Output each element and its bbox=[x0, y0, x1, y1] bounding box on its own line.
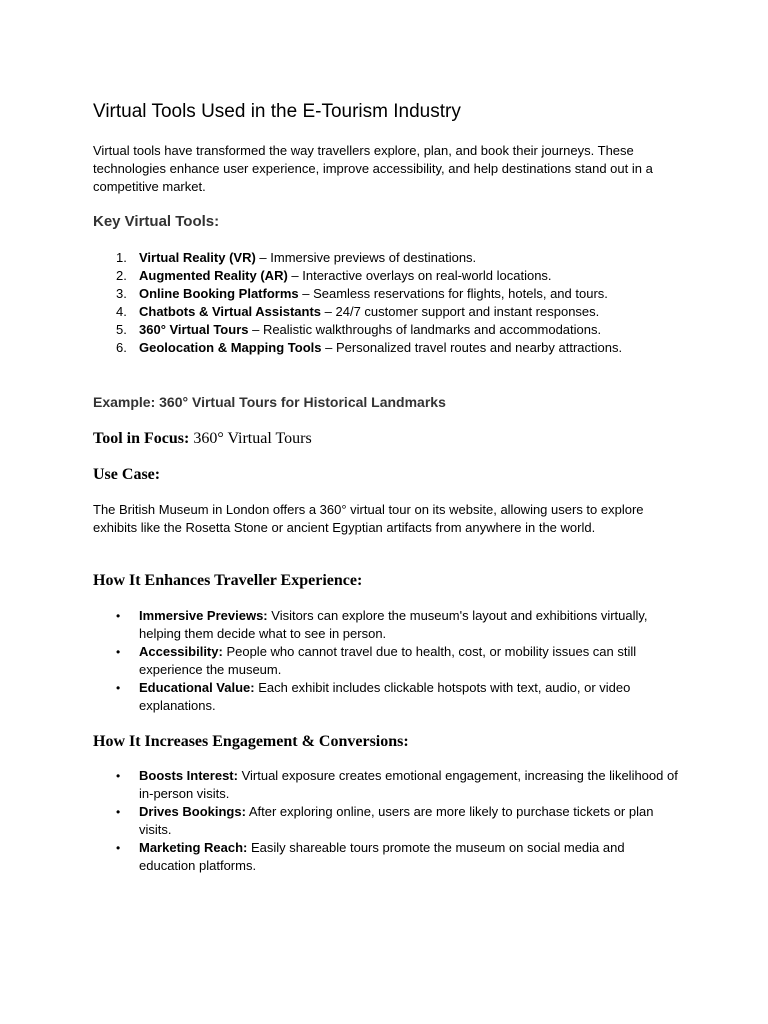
key-tools-list bbox=[0, 249, 768, 357]
list-item-term: Immersive Previews: bbox=[139, 608, 268, 623]
use-case-heading: Use Case: bbox=[93, 466, 161, 483]
list-item-desc: – Personalized travel routes and nearby attractions. bbox=[321, 340, 623, 355]
list-item bbox=[0, 267, 768, 285]
list-item bbox=[0, 303, 768, 321]
example-heading: Example: 360° Virtual Tours for Historical Landmarks bbox=[93, 394, 446, 410]
list-item-term: Online Booking Platforms bbox=[139, 286, 299, 301]
list-item bbox=[0, 679, 679, 715]
engagement-list bbox=[0, 767, 768, 875]
list-item-desc: Each exhibit includes clickable hotspots with text, audio, or video explanations. bbox=[139, 680, 631, 713]
list-item-term: Marketing Reach: bbox=[139, 840, 248, 855]
list-number: 1. bbox=[116, 250, 127, 265]
list-item-desc: Visitors can explore the museum's layout and exhibitions virtually, helping them decide what to see in person. bbox=[139, 608, 648, 641]
page-title: Virtual Tools Used in the E-Tourism Industry bbox=[93, 101, 461, 122]
list-item bbox=[0, 249, 768, 267]
bullet-icon: • bbox=[116, 609, 121, 623]
tool-in-focus-heading bbox=[93, 430, 312, 448]
list-item bbox=[0, 321, 768, 339]
list-item-term: Educational Value: bbox=[139, 680, 255, 695]
intro-paragraph: Virtual tools have transformed the way travellers explore, plan, and book their journeys. These technologies enhance user experience, improve accessibility, and help destinations stand out in a competitive market. bbox=[93, 143, 653, 194]
bullet-icon: • bbox=[116, 841, 121, 855]
list-number: 3. bbox=[116, 286, 127, 301]
list-item-term: 360° Virtual Tours bbox=[139, 322, 249, 337]
key-tools-heading: Key Virtual Tools: bbox=[93, 213, 220, 230]
list-item bbox=[0, 767, 679, 803]
list-item-desc: – Seamless reservations for flights, hotels, and tours. bbox=[298, 286, 608, 301]
bullet-icon: • bbox=[116, 681, 121, 695]
list-number: 4. bbox=[116, 304, 127, 319]
list-item bbox=[0, 285, 768, 303]
list-item bbox=[0, 643, 679, 679]
list-item-term: Geolocation & Mapping Tools bbox=[139, 340, 322, 355]
bullet-icon: • bbox=[116, 769, 121, 783]
tool-in-focus-label: Tool in Focus: bbox=[93, 430, 190, 447]
list-number: 6. bbox=[116, 340, 127, 355]
list-item bbox=[0, 839, 679, 875]
list-item-desc: – Interactive overlays on real-world locations. bbox=[287, 268, 552, 283]
enhances-list bbox=[0, 607, 768, 715]
list-item-desc: Virtual exposure creates emotional engagement, increasing the likelihood of in-person visits. bbox=[139, 768, 678, 801]
use-case-paragraph: The British Museum in London offers a 360° virtual tour on its website, allowing users to explore exhibits like the Rosetta Stone or ancient Egyptian artifacts from anywhere in the world. bbox=[93, 502, 644, 535]
list-item-desc: People who cannot travel due to health, cost, or mobility issues can still experience the museum. bbox=[139, 644, 637, 677]
list-item-desc: – Realistic walkthroughs of landmarks and accommodations. bbox=[248, 322, 602, 337]
list-item-term: Chatbots & Virtual Assistants bbox=[139, 304, 322, 319]
list-number: 2. bbox=[116, 268, 127, 283]
list-item-term: Drives Bookings: bbox=[139, 804, 246, 819]
list-item-term: Boosts Interest: bbox=[139, 768, 238, 783]
list-item-term: Augmented Reality (AR) bbox=[139, 268, 288, 283]
list-item bbox=[0, 803, 679, 839]
tool-in-focus-value: 360° Virtual Tours bbox=[189, 430, 312, 447]
list-item-desc: Easily shareable tours promote the museum on social media and education platforms. bbox=[139, 840, 625, 873]
list-item-term: Virtual Reality (VR) bbox=[139, 250, 256, 265]
engagement-heading: How It Increases Engagement & Conversions: bbox=[93, 733, 409, 750]
list-number: 5. bbox=[116, 322, 127, 337]
list-item-desc: – Immersive previews of destinations. bbox=[255, 250, 477, 265]
list-item bbox=[0, 339, 768, 357]
list-item-desc: After exploring online, users are more likely to purchase tickets or plan visits. bbox=[139, 804, 654, 837]
list-item-term: Accessibility: bbox=[139, 644, 223, 659]
bullet-icon: • bbox=[116, 645, 121, 659]
bullet-icon: • bbox=[116, 805, 121, 819]
enhances-heading: How It Enhances Traveller Experience: bbox=[93, 572, 363, 589]
list-item bbox=[0, 607, 679, 643]
list-item-desc: – 24/7 customer support and instant responses. bbox=[321, 304, 600, 319]
